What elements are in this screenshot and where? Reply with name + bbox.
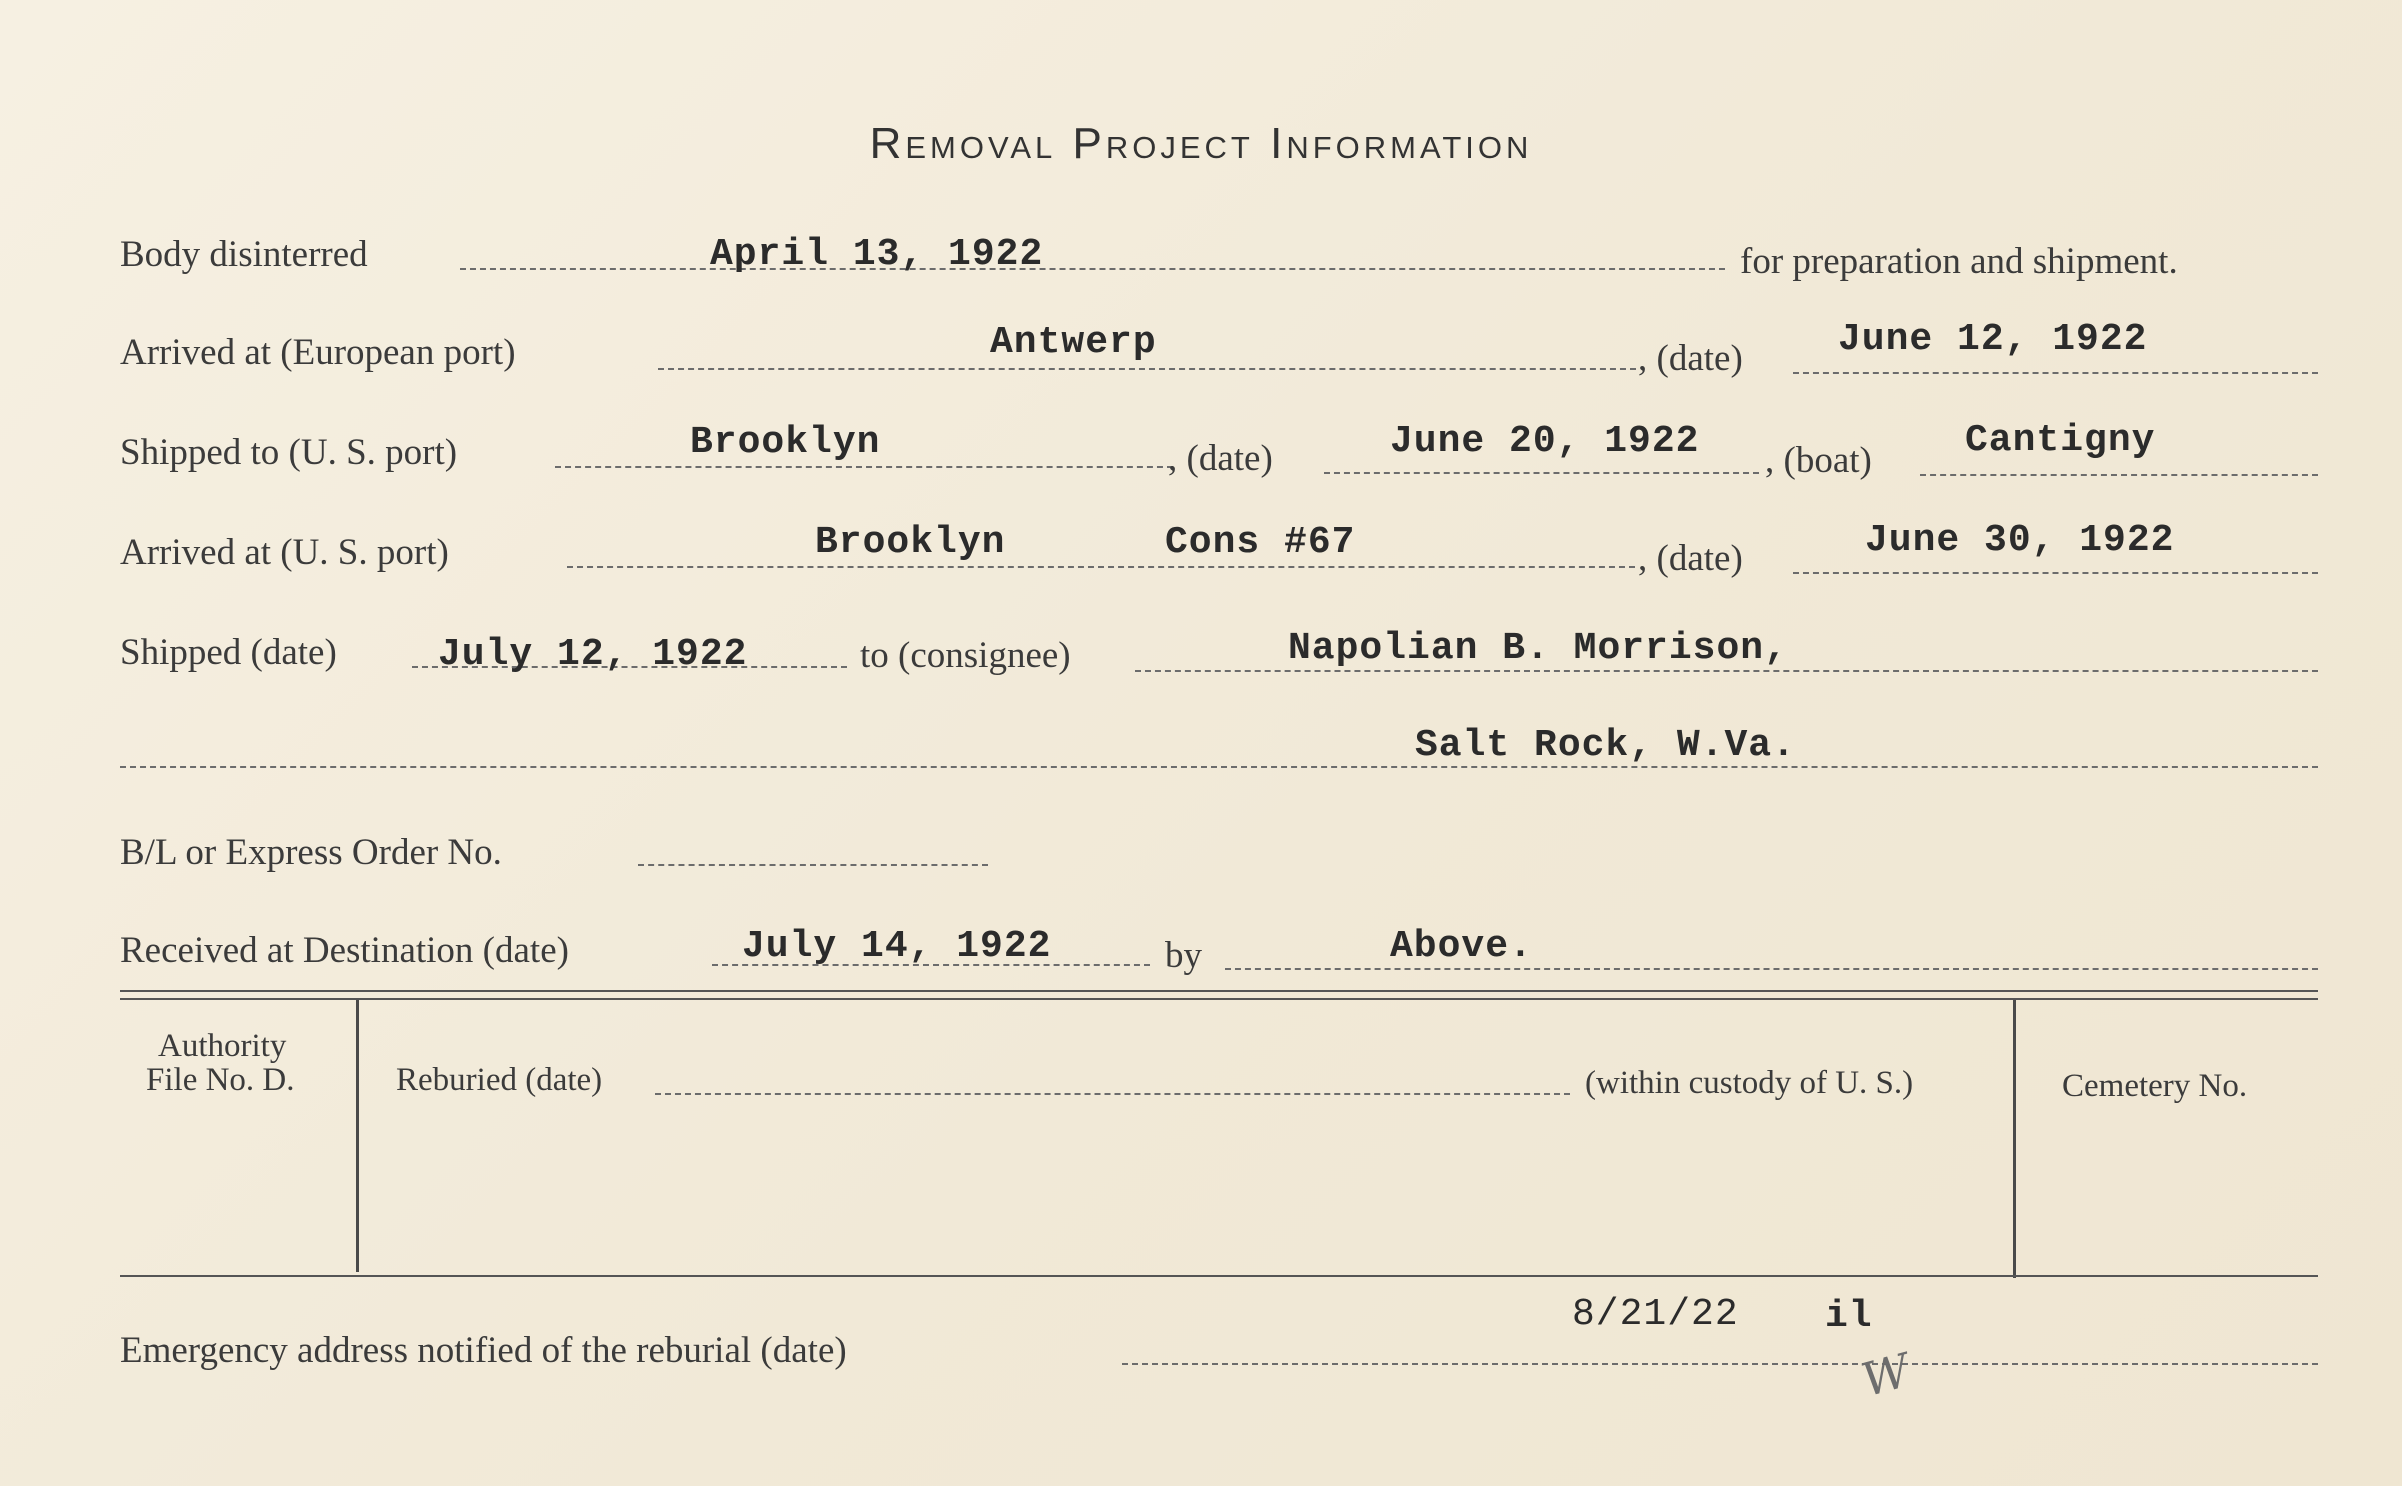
- box-divider-right: [2013, 1000, 2016, 1278]
- emergency-date-value: 8/21/22: [1572, 1293, 1739, 1336]
- european-port-line: [658, 368, 1636, 370]
- european-date-value: June 12, 1922: [1838, 318, 2148, 361]
- authority-label-line1: Authority: [158, 1028, 287, 1064]
- reburied-label: Reburied (date): [396, 1062, 603, 1098]
- preparation-shipment-label: for preparation and shipment.: [1740, 241, 2178, 282]
- shipped-date-row-label: Shipped (date): [120, 632, 337, 673]
- us-port-arrived-line: [567, 566, 1635, 568]
- bl-order-line: [638, 864, 988, 866]
- received-destination-label: Received at Destination (date): [120, 930, 569, 971]
- body-disinterred-line: [460, 268, 1725, 270]
- boat-label: , (boat): [1765, 440, 1872, 481]
- bl-order-label: B/L or Express Order No.: [120, 832, 502, 873]
- received-by-line: [1225, 968, 2318, 970]
- cemetery-no-label: Cemetery No.: [2062, 1068, 2248, 1104]
- european-date-line: [1793, 372, 2318, 374]
- box-bottom-rule: [120, 1275, 2318, 1277]
- shipped-date-line: [1324, 472, 1759, 474]
- custody-label: (within custody of U. S.): [1585, 1065, 1914, 1101]
- us-arrived-date-line: [1793, 572, 2318, 574]
- us-arrived-date-value: June 30, 1922: [1865, 519, 2175, 562]
- us-arrived-date-label: , (date): [1638, 538, 1743, 579]
- emergency-address-label: Emergency address notified of the reburial (date): [120, 1330, 847, 1371]
- shipped-date-label: , (date): [1168, 438, 1273, 479]
- shipped-date-row-value: July 12, 1922: [438, 633, 748, 676]
- consignee-label: to (consignee): [860, 635, 1071, 676]
- european-date-label: , (date): [1638, 338, 1743, 379]
- received-by-value: Above.: [1390, 925, 1533, 968]
- consignee-address-value: Salt Rock, W.Va.: [1415, 724, 1796, 767]
- received-by-label: by: [1165, 935, 1202, 976]
- card-title: Removal Project Information: [869, 119, 1533, 168]
- received-date-value: July 14, 1922: [742, 925, 1052, 968]
- us-port-shipped-value: Brooklyn: [690, 421, 881, 464]
- emergency-line: [1122, 1363, 2318, 1365]
- boat-value: Cantigny: [1965, 419, 2156, 462]
- us-port-shipped-label: Shipped to (U. S. port): [120, 432, 458, 473]
- shipped-date-value: June 20, 1922: [1390, 420, 1700, 463]
- consignee-line: [1135, 670, 2318, 672]
- handwritten-mark: W: [1855, 1342, 1916, 1408]
- body-disinterred-value: April 13, 1922: [710, 233, 1044, 276]
- reburied-line: [655, 1093, 1570, 1095]
- european-port-label: Arrived at (European port): [120, 332, 516, 373]
- emergency-initials: il: [1825, 1295, 1873, 1338]
- address-line: [120, 766, 2318, 768]
- us-port-arrived-value: Brooklyn: [815, 521, 1006, 564]
- box-divider-left: [356, 1000, 359, 1272]
- us-port-arrived-note: Cons #67: [1165, 521, 1356, 564]
- boat-line: [1920, 474, 2318, 476]
- consignee-value: Napolian B. Morrison,: [1288, 627, 1788, 670]
- european-port-value: Antwerp: [990, 321, 1157, 364]
- us-port-arrived-label: Arrived at (U. S. port): [120, 532, 449, 573]
- box-top-rule-1: [120, 990, 2318, 992]
- authority-label-line2: File No. D.: [146, 1062, 295, 1098]
- us-port-shipped-line: [555, 466, 1173, 468]
- body-disinterred-label: Body disinterred: [120, 234, 368, 275]
- box-top-rule-2: [120, 998, 2318, 1000]
